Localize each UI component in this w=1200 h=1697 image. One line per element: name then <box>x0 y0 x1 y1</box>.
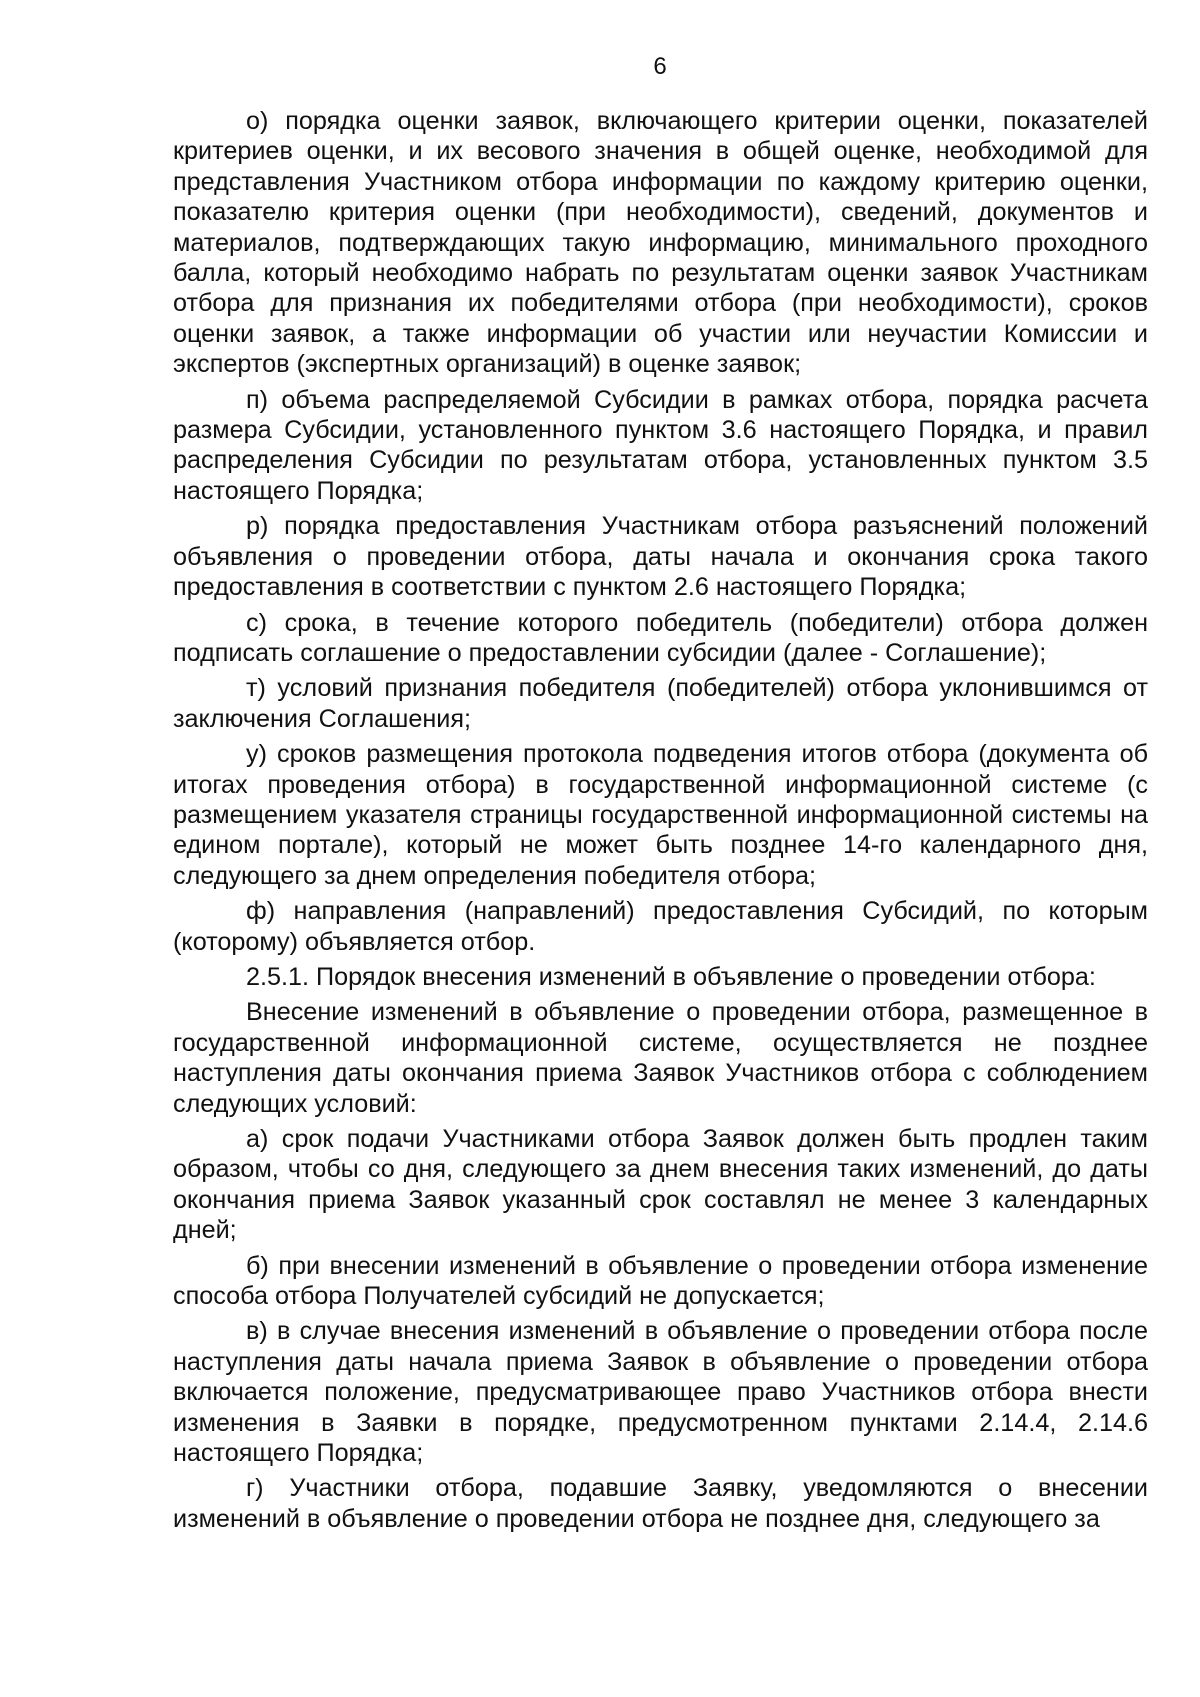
paragraph-item-g: г) Участники отбора, подавшие Заявку, уведомляются о внесении изменений в объявление о проведении отбора не позднее дня, следующего за <box>173 1474 1148 1533</box>
paragraph-item-u: у) сроков размещения протокола подведения итогов отбора (документа об итогах проведения отбора) в государственной информационной системе (с размещением указателя страницы государственной информационной системы на едином портале), который не может быть позднее 14-го календарного дня, следующего за днем определения победителя отбора; <box>173 740 1148 890</box>
paragraph-item-f: ф) направления (направлений) предоставления Субсидий, по которым (которому) объявляется отбор. <box>173 897 1148 956</box>
paragraph-item-r: р) порядка предоставления Участникам отбора разъяснений положений объявления о проведении отбора, даты начала и окончания срока такого предоставления в соответствии с пунктом 2.6 настоящего Порядка; <box>173 512 1148 602</box>
paragraph-amendment-conditions: Внесение изменений в объявление о проведении отбора, размещенное в государственной информационной системе, осуществляется не позднее наступления даты окончания приема Заявок Участников отбора с соблюдением следующих условий: <box>173 998 1148 1118</box>
paragraph-item-t: т) условий признания победителя (победителей) отбора уклонившимся от заключения Соглашения; <box>173 674 1148 733</box>
paragraph-item-b: б) при внесении изменений в объявление о проведении отбора изменение способа отбора Получателей субсидий не допускается; <box>173 1251 1148 1311</box>
paragraph-item-p: п) объема распределяемой Субсидии в рамках отбора, порядка расчета размера Субсидии, установленного пунктом 3.6 настоящего Порядка, и правил распределения Субсидии по результатам отбора, установленных пунктом 3.5 настоящего Порядка; <box>173 385 1148 505</box>
page-number: 6 <box>653 53 667 80</box>
section-heading-2-5-1: 2.5.1. Порядок внесения изменений в объявление о проведении отбора: <box>246 962 1096 991</box>
paragraph-item-o: о) порядка оценки заявок, включающего критерии оценки, показателей критериев оценки, и их весового значения в общей оценке, необходимой для представления Участником отбора информации по каждому критерию оценки, показателю критерия оценки (при необходимости), сведений, документов и материалов, подтверждающих такую информацию, минимального проходного балла, который необходимо набрать по результатам оценки заявок Участникам отбора для признания их победителями отбора (при необходимости), сроков оценки заявок, а также информации об участии или неучастии Комиссии и экспертов (экспертных организаций) в оценке заявок; <box>173 107 1148 379</box>
paragraph-item-a: а) срок подачи Участниками отбора Заявок должен быть продлен таким образом, чтобы со дня, следующего за днем внесения таких изменений, до даты окончания приема Заявок указанный срок составлял не менее 3 календарных дней; <box>173 1125 1148 1245</box>
document-body <box>173 106 1148 1539</box>
paragraph-item-v: в) в случае внесения изменений в объявление о проведении отбора после наступления даты начала приема Заявок в объявление о проведении отбора включается положение, предусматривающее право Участников отбора внести изменения в Заявки в порядке, предусмотренном пунктами 2.14.4, 2.14.6 настоящего Порядка; <box>173 1317 1148 1468</box>
paragraph-item-s: с) срока, в течение которого победитель (победители) отбора должен подписать соглашение о предоставлении субсидии (далее - Соглашение); <box>173 608 1148 667</box>
